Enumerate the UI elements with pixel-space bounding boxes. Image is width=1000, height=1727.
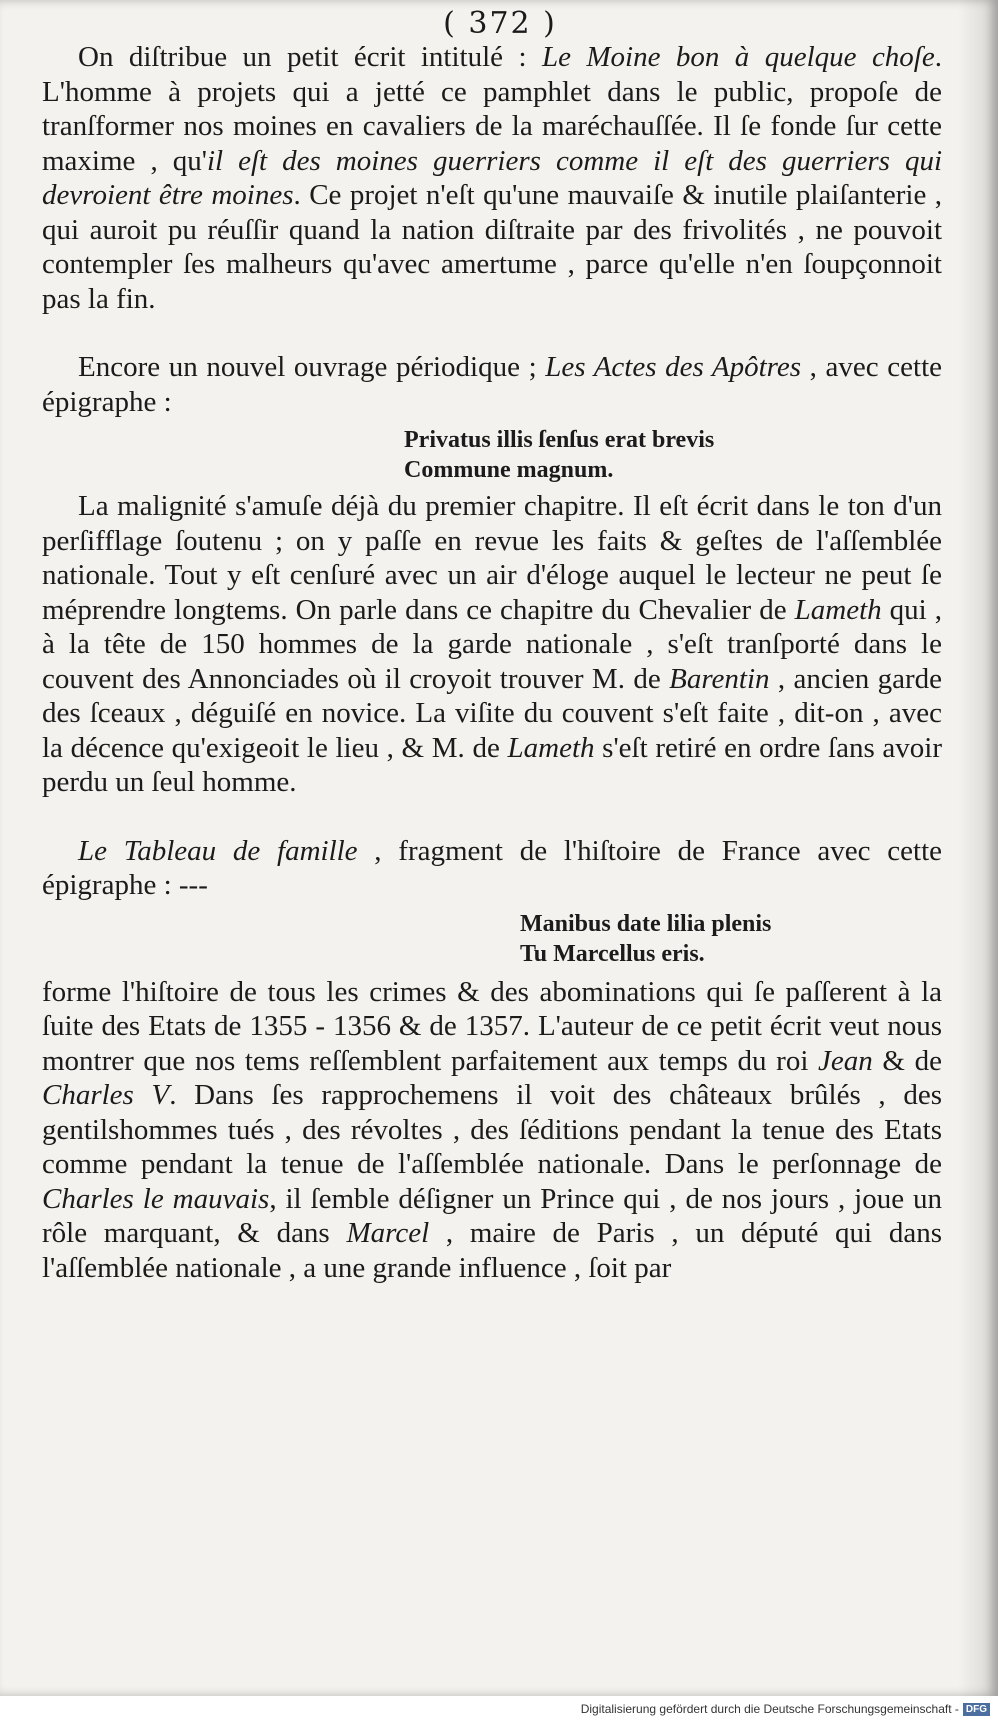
text-run: , fragment de l'hiſtoire de France avec cette épigraphe : ---: [42, 834, 942, 901]
text-run: La malignité s'amuſe déjà du premier chapitre. Il eſt écrit dans le ton d'un perſifflage ſoutenu ; on y paſſe en revue les faits & geſtes de l'aſſemblée nationale. Tout y eſt cenſuré avec un air d'éloge auquel le lecteur ne peut ſe méprendre longtems. On parle dans ce chapitre du Chevalier de: [42, 490, 942, 626]
text-run: . Dans ſes rapprochemens il voit des châteaux brûlés , des gentilshommes tués , des révoltes , des ſéditions pendant la tenue des Etats comme pendant la tenue de l'aſſemblée nationale. Dans le perſonnage de: [42, 1079, 942, 1180]
epigraph-line: Manibus date lilia plenis: [520, 910, 772, 937]
text-run: On diſtribue un petit écrit intitulé :: [78, 41, 542, 73]
epigraph-actes: [42, 425, 942, 485]
italic-title: Lameth: [794, 593, 882, 626]
paragraph-malignite: [42, 489, 942, 800]
paragraph-forme: [42, 975, 942, 1286]
italic-title: Marcel: [346, 1217, 430, 1249]
dfg-logo: DFG: [963, 1703, 990, 1716]
text-run: . Ce projet n'eſt qu'une mauvaiſe & inutile plaiſanterie , qui auroit pu réuſſir quand la nation diſtraite par des frivolités , ne pouvoit contempler ſes malheurs qu'avec amertume , parce qu'elle n'en ſoupçonnoit pas la fin.: [42, 179, 943, 315]
italic-title: Les Actes des Apôtres: [545, 351, 802, 383]
epigraph-line: Commune magnum.: [404, 457, 614, 483]
text-run: forme l'hiſtoire de tous les crimes & des abominations qui ſe paſſerent à la ſuite des Etats de 1355 - 1356 & de 1357. L'auteur de ce petit écrit veut nous montrer que nos tems reſſemblent parfaitement aux temps du roi: [42, 975, 942, 1077]
epigraph-tableau: [42, 909, 942, 969]
paragraph-moine: [42, 40, 942, 316]
text-run: . L'homme à projets qui a jetté ce pamphlet dans le public, propoſe de tranſformer nos moines en cavaliers de la maréchauſſée. Il ſe fonde ſur cette maxime , qu': [42, 41, 942, 177]
italic-title: Lameth: [507, 731, 595, 764]
epigraph-line: Privatus illis ſenſus erat brevis: [404, 427, 715, 453]
italic-title: Le Moine bon à quelque choſe: [541, 41, 935, 73]
text-run: , il ſemble déſigner un Prince qui , de nos jours , joue un rôle marquant, & dans: [42, 1182, 942, 1249]
italic-title: Le Tableau de famille: [78, 834, 358, 867]
italic-title: Charles V: [42, 1079, 170, 1111]
text-run: , ancien garde des ſceaux , déguiſé en novice. La viſite du couvent s'eſt faite , dit-on , avec la décence qu'exigeoit le lieu , & M. de: [42, 662, 942, 764]
text-run: s'eſt retiré en ordre ſans avoir perdu un ſeul homme.: [42, 731, 942, 798]
italic-title: il eſt des moines guerriers comme il eſt des guerriers qui devroient être moines: [42, 144, 942, 211]
footer-text: Digitalisierung gefördert durch die Deutsche Forschungsgemeinschaft -: [580, 1702, 959, 1716]
paragraph-actes: [42, 350, 942, 419]
text-run: , maire de Paris , un député qui dans l'aſſemblée nationale , a une grande influence , ſoit par: [42, 1217, 942, 1284]
text-run: qui , à la tête de 150 hommes de la garde nationale , s'eſt tranſporté dans le couvent des Annonciades où il croyoit trouver M. de: [42, 593, 943, 695]
italic-title: Barentin: [669, 662, 770, 695]
page-edge-shadow: [958, 0, 998, 1696]
paragraph-tableau: [42, 834, 942, 903]
italic-title: Jean: [818, 1044, 873, 1077]
text-run: Encore un nouvel ouvrage périodique ;: [78, 351, 546, 383]
text-run: , avec cette épigraphe :: [42, 351, 943, 418]
page-number: ( 372 ): [443, 6, 557, 41]
italic-title: Charles le mauvais: [42, 1182, 270, 1215]
page-body: [42, 40, 942, 1285]
digitization-footer: [0, 1702, 990, 1716]
epigraph-line: Tu Marcellus eris.: [520, 940, 705, 967]
text-run: & de: [872, 1044, 942, 1077]
